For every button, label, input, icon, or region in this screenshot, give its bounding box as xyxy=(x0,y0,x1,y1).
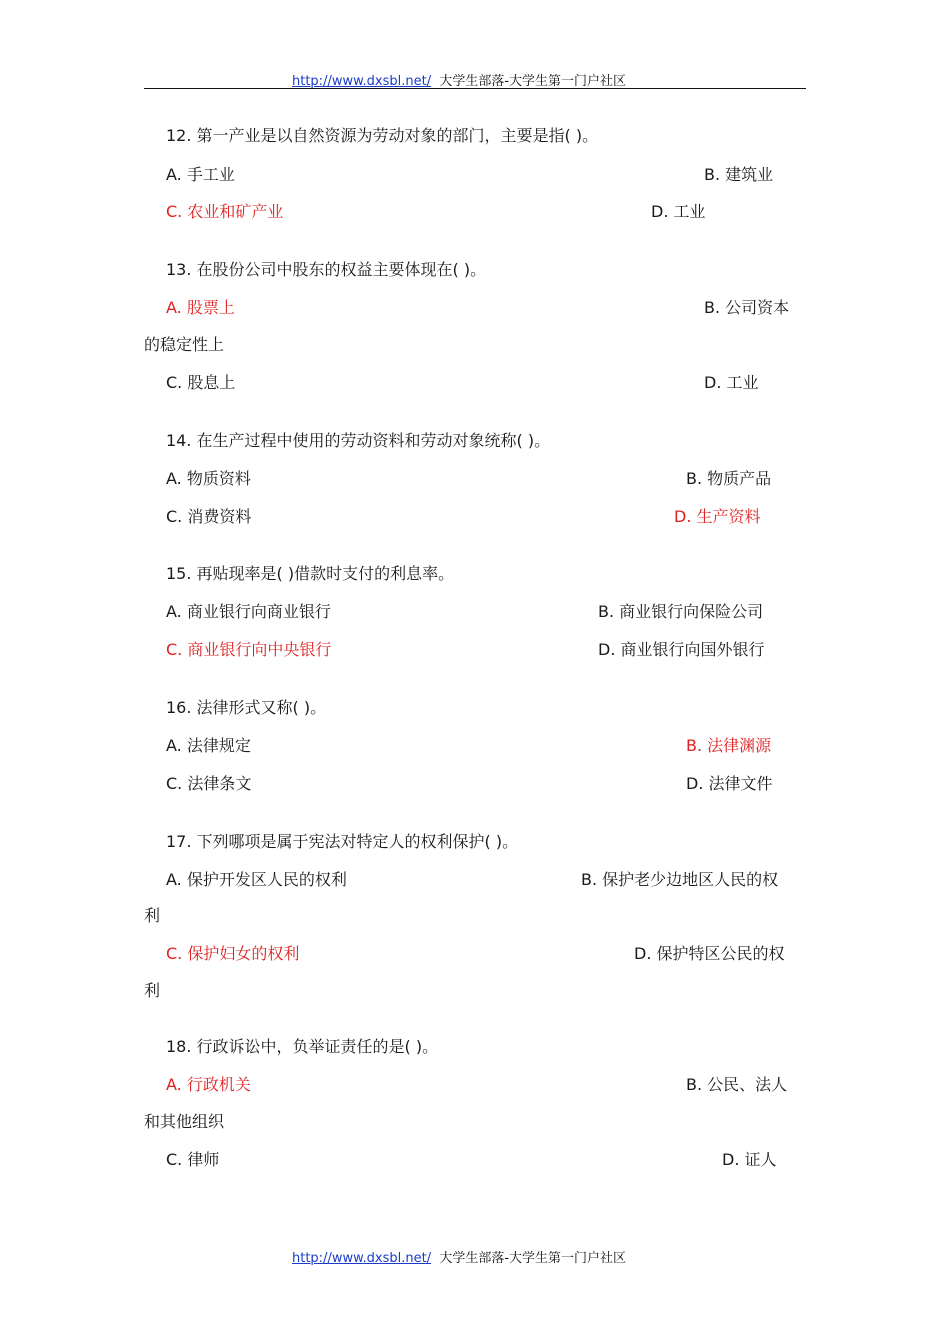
question-13-option-d: D. 工业 xyxy=(704,373,759,392)
question-17-option-b: B. 保护老少边地区人民的权 xyxy=(581,870,779,889)
question-12-option-b: B. 建筑业 xyxy=(704,165,774,184)
question-15-option-c-answer: C. 商业银行向中央银行 xyxy=(166,640,332,659)
question-13-option-b-continued: 的稳定性上 xyxy=(144,335,225,354)
question-16-option-c: C. 法律条文 xyxy=(166,774,252,793)
question-17-option-d: D. 保护特区公民的权 xyxy=(634,944,785,963)
question-12-option-a: A. 手工业 xyxy=(166,165,235,184)
question-16-stem: 16. 法律形式又称( )。 xyxy=(166,698,327,717)
question-13-option-a-answer: A. 股票上 xyxy=(166,298,235,317)
question-18-option-a-answer: A. 行政机关 xyxy=(166,1075,251,1094)
question-17-option-d-continued: 利 xyxy=(144,981,161,1000)
question-14-option-b: B. 物质产品 xyxy=(686,469,772,488)
header-site-link[interactable]: http://www.dxsbl.net/ xyxy=(292,74,432,89)
footer-site-name: 大学生部落-大学生第一门户社区 xyxy=(439,1251,627,1266)
question-18-option-c: C. 律师 xyxy=(166,1150,220,1169)
question-15-option-a: A. 商业银行向商业银行 xyxy=(166,602,331,621)
header-site-name: 大学生部落-大学生第一门户社区 xyxy=(439,74,627,89)
page-header xyxy=(292,70,626,89)
question-13-stem: 13. 在股份公司中股东的权益主要体现在( )。 xyxy=(166,260,487,279)
question-15-option-d: D. 商业银行向国外银行 xyxy=(598,640,765,659)
question-14-option-d-answer: D. 生产资料 xyxy=(674,507,761,526)
question-16-option-b-answer: B. 法律渊源 xyxy=(686,736,772,755)
question-18-option-b-continued: 和其他组织 xyxy=(144,1112,225,1131)
question-18-option-d: D. 证人 xyxy=(722,1150,777,1169)
question-16-option-a: A. 法律规定 xyxy=(166,736,251,755)
question-13-option-c: C. 股息上 xyxy=(166,373,236,392)
question-12-option-c-answer: C. 农业和矿产业 xyxy=(166,202,284,221)
question-18-stem: 18. 行政诉讼中，负举证责任的是( )。 xyxy=(166,1037,439,1056)
question-15-stem: 15. 再贴现率是( )借款时支付的利息率。 xyxy=(166,564,455,583)
question-14-option-a: A. 物质资料 xyxy=(166,469,251,488)
question-12-option-d: D. 工业 xyxy=(651,202,706,221)
question-12-stem: 12. 第一产业是以自然资源为劳动对象的部门，主要是指( )。 xyxy=(166,126,599,145)
question-14-option-c: C. 消费资料 xyxy=(166,507,252,526)
question-16-option-d: D. 法律文件 xyxy=(686,774,773,793)
question-15-option-b: B. 商业银行向保险公司 xyxy=(598,602,764,621)
question-18-option-b: B. 公民、法人 xyxy=(686,1075,788,1094)
question-17-stem: 17. 下列哪项是属于宪法对特定人的权利保护( )。 xyxy=(166,832,519,851)
question-13-option-b: B. 公司资本 xyxy=(704,298,790,317)
page-footer xyxy=(292,1247,626,1266)
footer-site-link[interactable]: http://www.dxsbl.net/ xyxy=(292,1251,432,1266)
question-17-option-c-answer: C. 保护妇女的权利 xyxy=(166,944,300,963)
question-14-stem: 14. 在生产过程中使用的劳动资料和劳动对象统称( )。 xyxy=(166,431,551,450)
question-17-option-b-continued: 利 xyxy=(144,906,161,925)
question-17-option-a: A. 保护开发区人民的权利 xyxy=(166,870,347,889)
header-rule xyxy=(144,88,806,89)
